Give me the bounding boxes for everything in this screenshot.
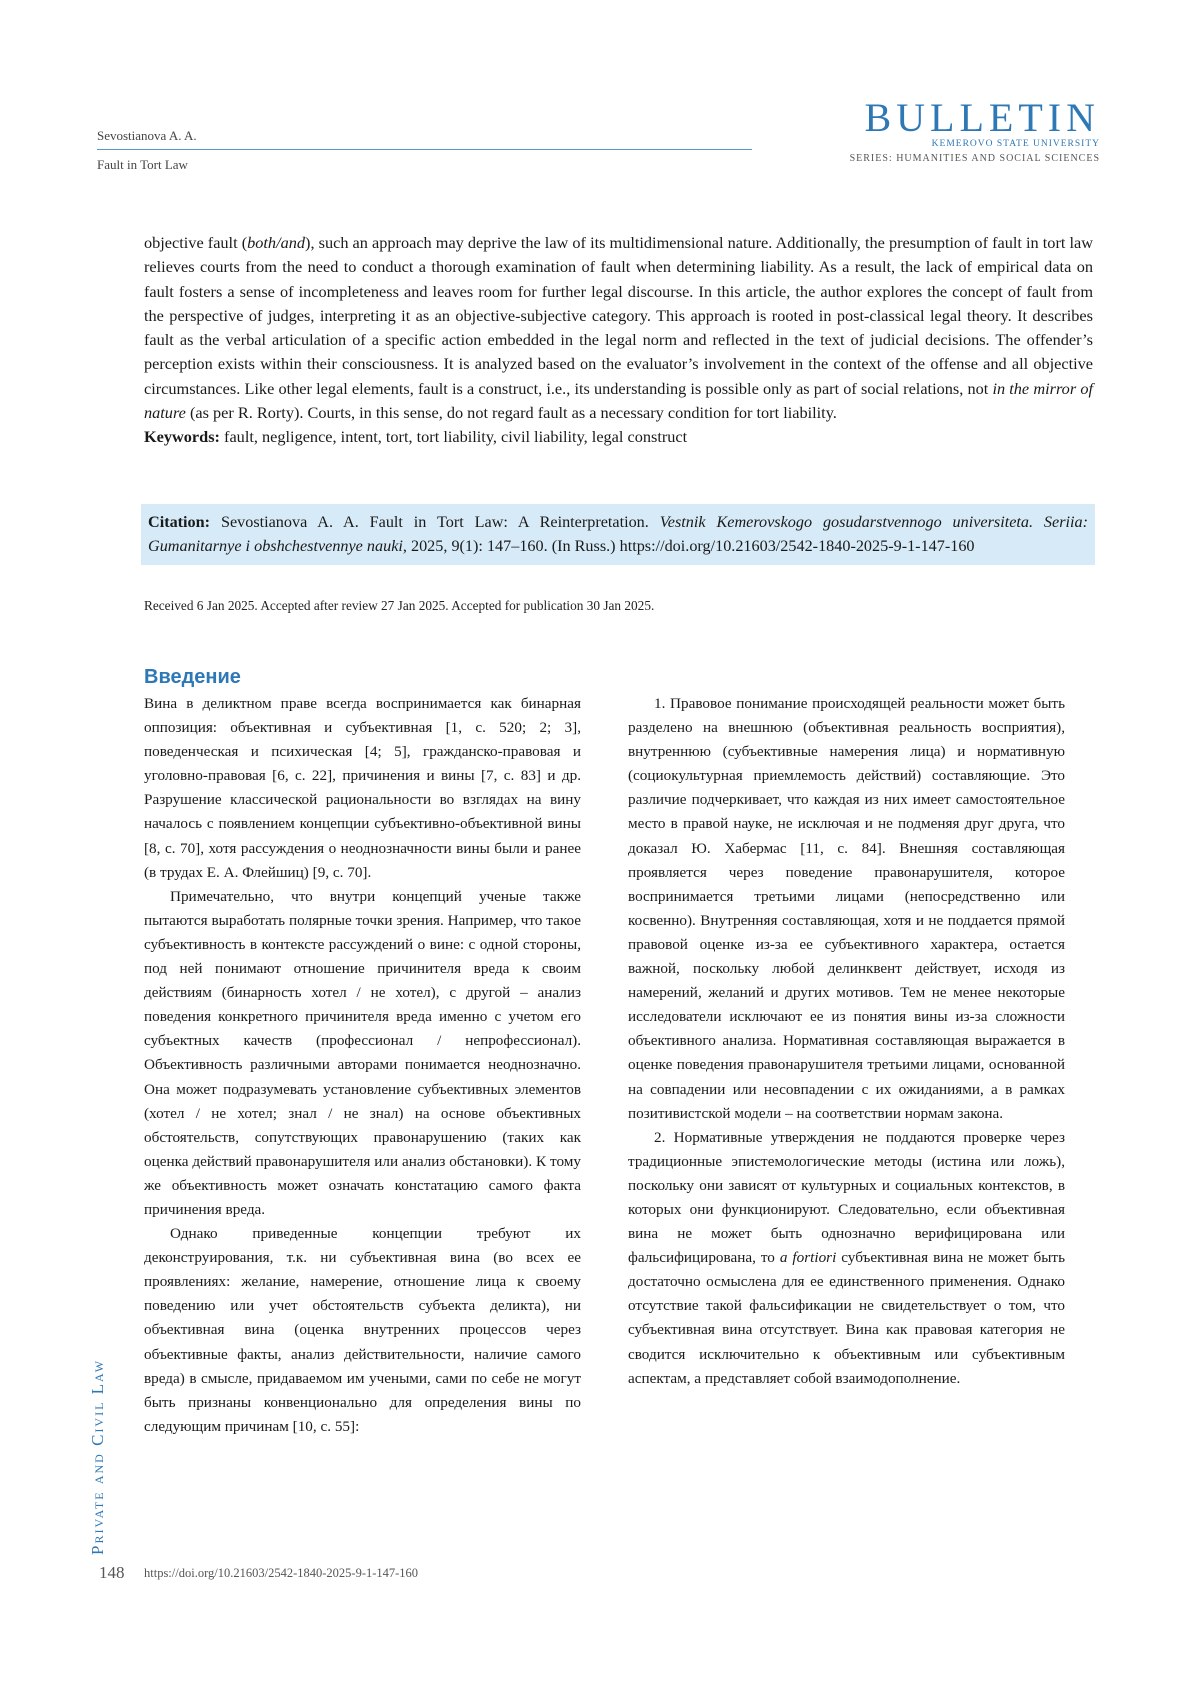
column-left <box>144 692 581 1439</box>
paragraph: 2. Нормативные утверждения не поддаются проверке через традиционные эпистемологические методы (истина или ложь), поскольку они зависят от культурных и социальных контекстов, в которых они функционируют. Следовательно, если объективная вина не может быть однозначно верифицирована или фальсифицирована, то a fortiori субъективная вина не может быть достаточно осмыслена для ее единственного применения. Однако отсутствие такой фальсификации не свидетельствует о том, что субъективная вина отсутствует. Вина как правовая категория не сводится исключительно к объективным или субъективным аспектам, а представляет собой взаимодополнение. <box>628 1128 1065 1387</box>
keywords-list: fault, negligence, intent, tort, tort liability, civil liability, legal construct <box>219 427 688 447</box>
paragraph: 1. Правовое понимание происходящей реальности может быть разделено на внешнюю (объективная реальность восприятия), внутреннюю (субъективные намерения лица) и нормативную (социокультурная приемлемость действий) составляющие. Это различие подчеркивает, что каждая из них имеет самостоятельное место в правой науке, не исключая и не подменяя друг друга, что доказал Ю. Хабермас [11, с. 84]. Внешняя составляющая проявляется через поведение правонарушителя, которое воспринимается третьими лицами (непосредственно или косвенно). Внутренняя составляющая, хотя и не поддается прямой правовой оценке из-за ее субъективного характера, остается важной, поскольку любой делинквент действует, исходя из намерений, желаний и других мотивов. Тем не менее некоторые исследователи исключают ее из понятия вины из-за сложности объективного анализа. Нормативная составляющая выражается в оценке поведения правонарушителя третьими лицами, основанной на совпадении или несовпадении с их ожиданиями, а в рамках позитивистской модели – на соответствии нормам закона. <box>628 695 1065 1122</box>
abstract <box>144 231 1093 450</box>
received-dates: Received 6 Jan 2025. Accepted after review 27 Jan 2025. Accepted for publication 30 Jan 2025. <box>144 598 655 613</box>
header-rule <box>97 149 752 150</box>
journal-series: SERIES: HUMANITIES AND SOCIAL SCIENCES <box>849 153 1100 164</box>
page-number: 148 <box>99 1563 125 1582</box>
keywords <box>144 425 1093 449</box>
section-rubric: Private and Civil Law <box>88 1358 107 1555</box>
citation-box: Citation: Sevostianova A. A. Fault in Tort Law: A Reinterpretation. Vestnik Kemerovskogo gosudarstvennogo universiteta. Seriia: Gumanitarnye i obshchestvennye nauki, 2025, 9(1): 147–160. (In Russ.) https://doi.org/10.21603/2542-1840-2025-9-1-147-160 <box>141 504 1095 565</box>
running-header <box>97 128 752 173</box>
paragraph: Вина в деликтном праве всегда воспринимается как бинарная оппозиция: объективная и субъективная [1, с. 520; 2; 3], поведенческая и психическая [4; 5], гражданско-правовая и уголовно-правовая [6, с. 22], причинения и вины [7, с. 83] и др. Разрушение классической рациональности во взглядах на вину началось с появлением концепции субъективно-объективной вины [8, с. 70], хотя рассуждения о неоднозначности вины были и ранее (в трудах Е. А. Флейшиц) [9, с. 70]. <box>144 695 581 881</box>
column-right <box>628 692 1065 1391</box>
section-heading: Введение <box>144 666 241 688</box>
paragraph: Примечательно, что внутри концепций ученые также пытаются выработать полярные точки зрения. Например, что такое субъективность в контексте рассуждений о вине: с одной стороны, под ней понимают отношение причинителя вреда к своим действиям (бинарность хотел / не хотел), с другой – анализ поведения конкретного причинителя вреда именно с учетом его субъектных качеств (профессионал / непрофессионал). Объективность различными авторами понимается неоднозначно. Она может подразумевать установление субъективных элементов (хотел / не хотел; знал / не знал) на основе объективных обстоятельств, сопутствующих правонарушению (таких как оценка действий правонарушителя или анализ обстановки). К тому же объективность может означать констатацию самого факта причинения вреда. <box>144 887 581 1218</box>
footer-doi[interactable]: https://doi.org/10.21603/2542-1840-2025-9-1-147-160 <box>144 1566 419 1580</box>
citation-doi: , 2025, 9(1): 147–160. (In Russ.) https://doi.org/10.21603/2542-1840-2025-9-1-147-160 <box>402 537 975 555</box>
paragraph: Однако приведенные концепции требуют их деконструирования, т.к. ни субъективная вина (во всех ее проявлениях: желание, намерение, отношение лица к своему поведению или учет обстоятельств субъекта деликта), ни объективная вина (оценка внутренних процессов через объективные факты, анализ действительности, наличие самого вреда) в смысле, придаваемом им учеными, сами по себе не могут быть признаны конвенционально для определения вины по следующим причинам [10, с. 55]: <box>144 1225 581 1435</box>
abstract-text: objective fault (both/and), such an approach may deprive the law of its multidimensional nature. Additionally, the presumption of fault in tort law relieves courts from the need to conduct a thorough examination of fault when determining liability. As a result, the lack of empirical data on fault fosters a sense of incompleteness and leaves room for further legal discourse. In this article, the author explores the concept of fault from the perspective of judges, interpreting it as an objective-subjective category. This approach is rooted in post-classical legal theory. It describes fault as the verbal articulation of a specific action embedded in the legal norm and reflected in the text of judicial decisions. The offender’s perception exists within their consciousness. It is analyzed based on the evaluator’s involvement in the context of the offense and all objective circumstances. Like other legal elements, fault is a construct, i.e., its understanding is possible only as part of social relations, not in the mirror of nature (as per R. Rorty). Courts, in this sense, do not regard fault as a necessary condition for tort liability. <box>144 233 1093 423</box>
running-author: Sevostianova A. A. <box>97 128 197 143</box>
journal-logo <box>849 95 1100 164</box>
keywords-label: Keywords: <box>144 427 220 447</box>
citation-label: Citation: <box>148 513 211 531</box>
running-title: Fault in Tort Law <box>97 157 188 172</box>
journal-name: BULLETIN <box>864 95 1100 140</box>
journal-university: KEMEROVO STATE UNIVERSITY <box>931 139 1100 149</box>
